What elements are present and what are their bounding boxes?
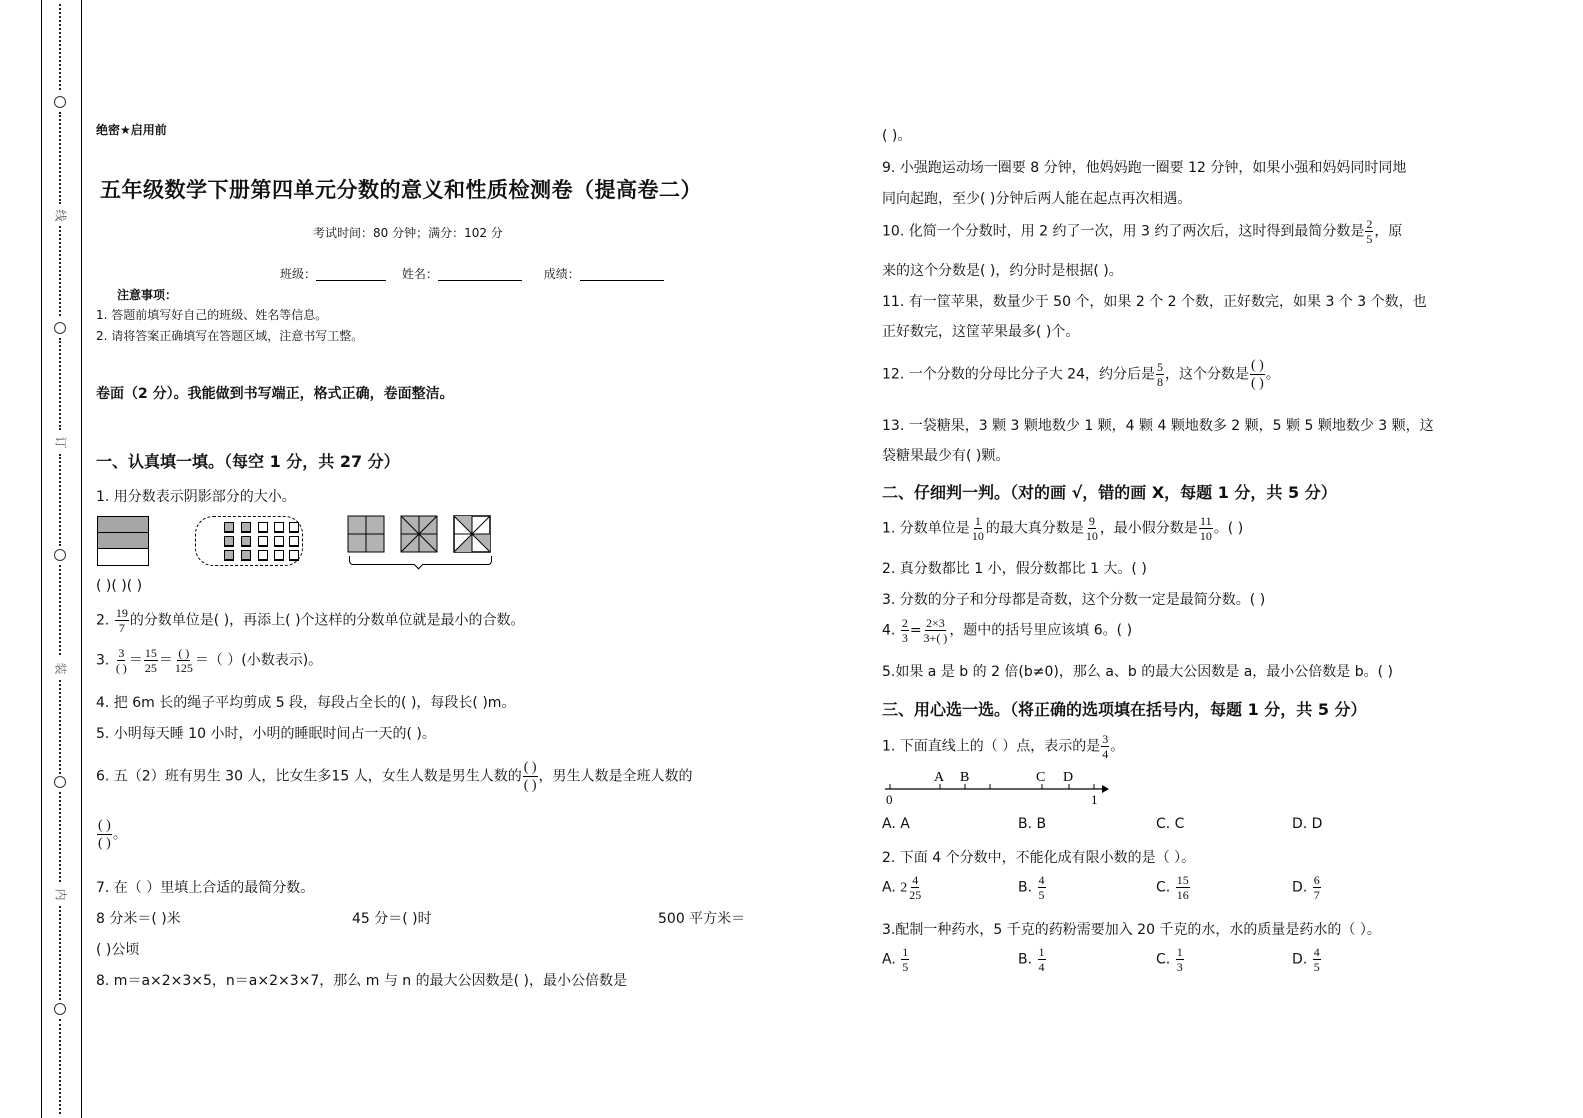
option-d[interactable]: D. D: [1292, 816, 1323, 832]
svg-text:D: D: [1063, 770, 1074, 785]
notice-item: 1. 答题前填写好自己的班级、姓名等信息。: [96, 308, 328, 322]
blank-fraction[interactable]: $\frac{( )}{( )}$: [98, 818, 111, 851]
svg-text:1: 1: [1091, 792, 1098, 807]
student-fields: [280, 265, 664, 282]
margin-label-ding: 订: [53, 436, 68, 449]
judge-question-4: 4. $\frac{2}{3}$ = $\frac{2\times 3}{3+( )}$ ，题中的括号里应该填 6。( ): [882, 616, 1133, 645]
figure-squares-group: [195, 516, 303, 566]
fraction: $\frac{19}{7}$: [115, 606, 128, 635]
margin-label-zhuang: 装: [53, 662, 68, 675]
option-b[interactable]: B. $\frac{1}{4}$: [1018, 945, 1045, 974]
judge-question-3[interactable]: 3. 分数的分子和分母都是奇数，这个分数一定是最简分数。( ): [882, 592, 1266, 608]
name-label: 姓名：: [401, 267, 438, 281]
section3-heading: 三、用心选一选。（将正确的选项填在括号内，每题 1 分，共 5 分）: [882, 700, 1367, 719]
question-1-5[interactable]: 5. 小明每天睡 10 小时，小明的睡眠时间占一天的( )。: [96, 726, 436, 742]
question-1-11: 11. 有一筐苹果，数量少于 50 个，如果 2 个 2 个数，正好数完，如果 3 个 3 个数，也: [882, 294, 1427, 310]
question-1-7[interactable]: 7. 在（ ）里填上合适的最简分数。: [96, 880, 315, 896]
question-1-7a[interactable]: 8 分米＝( )米: [96, 911, 181, 927]
question-1-12: 12. 一个分数的分母比分子大 24，约分后是 $\frac{5}{8}$ ，这个分数是 $\frac{( )}{( )}$ 。: [882, 358, 1280, 391]
number-line: [880, 765, 1110, 807]
option-b[interactable]: B. $\frac{4}{5}$: [1018, 873, 1045, 902]
dotted-line: [59, 112, 64, 204]
choice-question-1: 1. 下面直线上的（ ）点，表示的是 $\frac{3}{4}$ 。: [882, 732, 1125, 761]
dotted-line: [59, 792, 64, 882]
judge-question-2[interactable]: 2. 真分数都比 1 小，假分数都比 1 大。( ): [882, 561, 1147, 577]
question-1-4[interactable]: 4. 把 6m 长的绳子平均剪成 5 段，每段占全长的( )，每段长( )m。: [96, 695, 516, 711]
circle-icon: [54, 96, 66, 108]
option-d[interactable]: D. $\frac{6}{7}$: [1292, 873, 1320, 902]
judge-question-5[interactable]: 5.如果 a 是 b 的 2 倍(b≠0)，那么 a、b 的最大公因数是 a，最小公倍数是 b。( ): [882, 664, 1393, 680]
dotted-line: [59, 565, 64, 655]
question-1-6: 6. 五（2）班有男生 30 人，比女生多15 人，女生人数是男生人数的 $\frac{( )}{( )}$ ，男生人数是全班人数的: [96, 760, 693, 793]
section1-heading: 一、认真填一填。（每空 1 分，共 27 分）: [96, 452, 400, 471]
svg-text:0: 0: [886, 792, 893, 807]
question-1-1: 1. 用分数表示阴影部分的大小。: [96, 489, 296, 505]
option-d[interactable]: D. $\frac{4}{5}$: [1292, 945, 1320, 974]
question-1-6-cont: $\frac{( )}{( )}$ 。: [98, 818, 127, 851]
margin-label-nei: 内: [53, 888, 68, 901]
question-1-8-cont[interactable]: ( )。: [882, 128, 912, 144]
figure-rectangle-thirds: [97, 516, 149, 566]
dotted-line: [59, 338, 64, 430]
svg-text:B: B: [960, 770, 970, 785]
dotted-line: [59, 4, 64, 90]
question-1-7b[interactable]: 45 分＝( )时: [352, 911, 432, 927]
confidential-label: 绝密★启用前: [96, 123, 167, 137]
circle-icon: [54, 1003, 66, 1015]
choice-question-2[interactable]: 2. 下面 4 个分数中，不能化成有限小数的是（ ）。: [882, 850, 1196, 866]
dotted-line: [59, 906, 64, 1000]
question-1-8[interactable]: 8. m＝a×2×3×5，n＝a×2×3×7，那么 m 与 n 的最大公因数是( )，最小公倍数是: [96, 973, 627, 989]
question-1-3: 3. $\frac{3}{( )}$ ＝ $\frac{15}{25}$ ＝ $\frac{( )}{125}$ ＝（ ）(小数表示)。: [96, 646, 323, 675]
exam-info: 考试时间：80 分钟；满分：102 分: [313, 226, 503, 240]
question-1-10: 10. 化简一个分数时，用 2 约了一次，用 3 约了两次后，这时得到最简分数是 $\frac{2}{5}$ ，原: [882, 217, 1403, 246]
dotted-line: [59, 680, 64, 774]
svg-text:A: A: [934, 770, 945, 785]
class-field[interactable]: [316, 266, 386, 281]
page-title: 五年级数学下册第四单元分数的意义和性质检测卷（提高卷二）: [100, 178, 702, 202]
question-1-11-cont[interactable]: 正好数完，这筐苹果最多( )个。: [882, 324, 1080, 340]
name-field[interactable]: [438, 266, 522, 281]
question-1-7c-blank[interactable]: ( )公顷: [96, 942, 140, 958]
question-1-10-cont[interactable]: 来的这个分数是( )，约分时是根据( )。: [882, 263, 1123, 279]
answer-blanks-q1[interactable]: ( )( )( ): [96, 578, 143, 594]
circle-icon: [54, 322, 66, 334]
margin-border-right: [81, 0, 82, 1118]
figure-three-squares: [347, 515, 493, 555]
notice-item: 2. 请将答案正确填写在答题区域，注意书写工整。: [96, 329, 364, 343]
binding-margin: [50, 0, 72, 1118]
choice-question-3[interactable]: 3.配制一种药水，5 千克的药粉需要加入 20 千克的水，水的质量是药水的（ ）。: [882, 922, 1381, 938]
margin-label-xian: 线: [53, 209, 68, 222]
option-c[interactable]: C. $\frac{1}{3}$: [1156, 945, 1183, 974]
margin-border-left: [41, 0, 42, 1118]
class-label: 班级：: [280, 267, 317, 281]
question-1-7c: 500 平方米＝: [658, 911, 746, 927]
dotted-line: [59, 454, 64, 546]
section2-heading: 二、仔细判一判。（对的画 √，错的画 X，每题 1 分，共 5 分）: [882, 483, 1337, 502]
svg-text:C: C: [1036, 770, 1046, 785]
blank-fraction[interactable]: $\frac{( )}{( )}$: [523, 760, 537, 793]
dotted-line: [59, 1019, 64, 1114]
score-label: 成绩：: [543, 267, 580, 281]
notice-title: 注意事项：: [117, 288, 178, 302]
option-a[interactable]: A. $\frac{1}{5}$: [882, 945, 909, 974]
judge-question-1: 1. 分数单位是 $\frac{1}{10}$ 的最大真分数是 $\frac{9}{10}$ ，最小假分数是 $\frac{11}{10}$ 。( ): [882, 514, 1244, 543]
dotted-line: [59, 226, 64, 316]
question-1-9-cont[interactable]: 同向起跑，至少( )分钟后两人能在起点再次相遇。: [882, 191, 1192, 207]
option-b[interactable]: B. B: [1018, 816, 1047, 832]
question-1-13: 13. 一袋糖果，3 颗 3 颗地数少 1 颗，4 颗 4 颗地数多 2 颗，5 颗 5 颗地数少 3 颗，这: [882, 418, 1434, 434]
circle-icon: [54, 776, 66, 788]
score-field[interactable]: [580, 266, 664, 281]
option-c[interactable]: C. $\frac{15}{16}$: [1156, 873, 1189, 902]
circle-icon: [54, 549, 66, 561]
question-1-2: 2. $\frac{19}{7}$ 的分数单位是( )，再添上( )个这样的分数单位就是最小的合数。: [96, 606, 525, 635]
question-1-9: 9. 小强跑运动场一圈要 8 分钟，他妈妈跑一圈要 12 分钟，如果小强和妈妈同时同地: [882, 160, 1407, 176]
neatness-note: 卷面（2 分）。我能做到书写端正，格式正确，卷面整洁。: [96, 386, 454, 402]
option-a[interactable]: A. A: [882, 816, 910, 832]
option-a[interactable]: A. 2 $\frac{4}{25}$: [882, 873, 922, 902]
blank-fraction[interactable]: $\frac{( )}{( )}$: [1250, 358, 1264, 391]
option-c[interactable]: C. C: [1156, 816, 1185, 832]
question-1-13-cont[interactable]: 袋糖果最少有( )颗。: [882, 448, 1010, 464]
